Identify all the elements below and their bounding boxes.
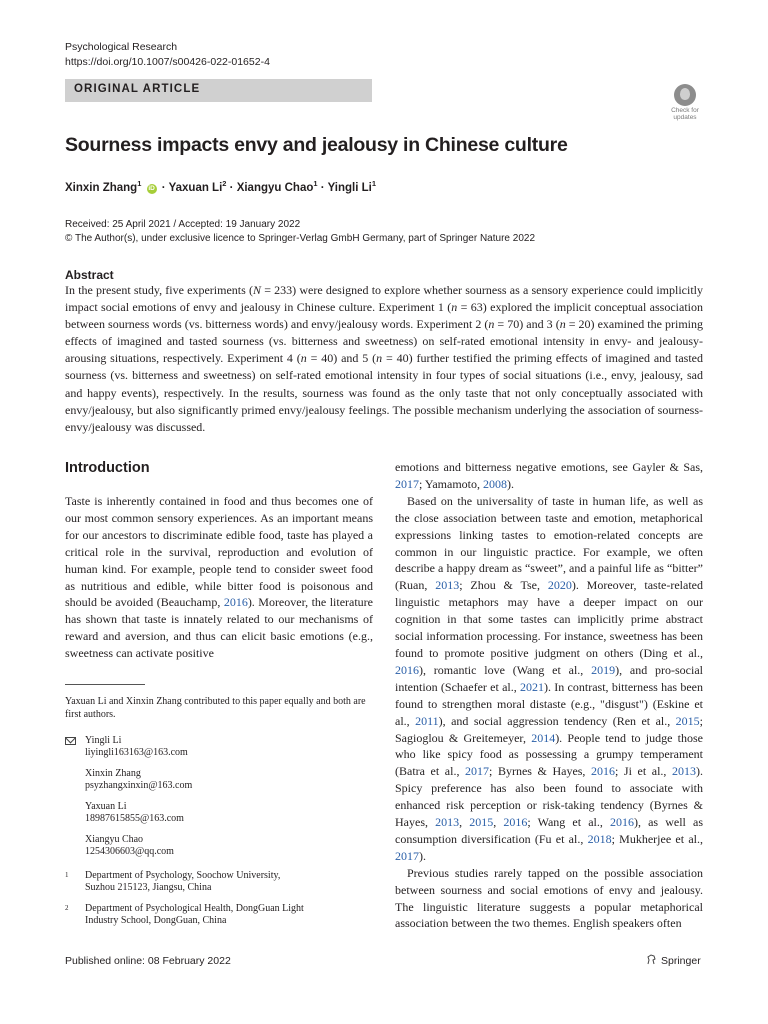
contact-email[interactable]: 1254306603@qq.com: [85, 846, 174, 857]
author-list: Xinxin Zhang$^1$ iD · Yaxuan $Li^2$ · Xiangyu Chao$^1$ · Yingli Li$^1$: [65, 179, 377, 194]
intro-paragraph: Taste is inherently contained in food and thus becomes one of our most common sensory experiences. As an important means for our ancestors to discriminate edible food, taste has played a critical role in the survival, reproduction and evolution of human kind. For example, people tend to consider sweet food as nutritious and edible, while bitter food is poisonous and should be avoided (Beauchamp, 2016). Moreover, the literature has shown that taste is innately related to our mechanisms of reward and aversion, and thus can elicit basic emotions (e.g., sweetness can activate positive: [65, 494, 373, 661]
author-affil-sup: 1: [137, 179, 142, 188]
published-online: Published online: 08 February 2022: [65, 955, 231, 967]
contact-name: Yaxuan Li: [85, 801, 127, 812]
citation-link[interactable]: 2016: [503, 815, 528, 830]
author-affil-sup: 2: [222, 179, 227, 188]
citation-link[interactable]: 2018: [587, 831, 612, 846]
citation-link[interactable]: 2017: [395, 476, 419, 491]
contact-name: Xiangyu Chao: [85, 834, 144, 845]
contact-email[interactable]: 18987615855@163.com: [85, 813, 184, 824]
intro-left-column: [65, 493, 373, 662]
author-name[interactable]: Xiangyu Chao: [236, 181, 314, 194]
article-title: Sourness impacts envy and jealousy in Chinese culture: [65, 134, 568, 156]
citation-link[interactable]: 2013: [435, 815, 460, 830]
received-accepted: Received: 25 April 2021 / Accepted: 19 January 2022: [65, 219, 301, 230]
citation-link[interactable]: 2014: [531, 730, 556, 745]
citation-link[interactable]: 2008: [483, 476, 508, 491]
orcid-icon[interactable]: iD: [148, 184, 155, 192]
affiliation-line: Suzhou 215123, Jiangsu, China: [85, 882, 212, 893]
citation-link[interactable]: 2016: [395, 662, 419, 677]
copyright-line: © The Author(s), under exclusive licence to Springer-Verlag GmbH Germany, part of Springer Nature 2022: [65, 233, 535, 244]
author-name[interactable]: Xinxin Zhang: [65, 181, 138, 194]
introduction-heading: Introduction: [65, 460, 150, 476]
affiliation-line: Department of Psychology, Soochow University,: [85, 870, 281, 881]
intro-paragraph: emotions and bitterness negative emotions, see Gayler & Sas, 2017; Yamamoto, 2008).: [395, 460, 703, 491]
author-affil-sup: 1: [371, 179, 377, 188]
author-affil-sup: 1: [313, 179, 318, 188]
envelope-icon: [65, 737, 76, 745]
abstract-text: In the present study, five experiments (N = 233) were designed to explore whether sourness as a sensory experience could implicitly impact social emotions of envy and jealousy in Chinese culture. Experiment 1 (n = 63) explored the implicit conceptual association between sourness words (vs. bitterness words) and envy/jealousy words. Experiment 2 (n = 70) and 3 (n = 20) examined the priming effects of imagined and tasted sourness (vs. bitterness and sweetness) on self-rated emotional intensity in envy- and jealousy-arousing situations, respectively. Experiment 4 (n = 40) and 5 (n = 40) further testified the priming effects of imagined and tasted sourness (vs. bitterness and sweetness) on self-rated emotional intensity in four types of social situations (i.e., envy, jealousy, sad and happy events), respectively. In the results, sourness was found as the only taste that not only conceptually associated with envy/jealousy, but also significantly primed envy/jealousy feelings. The possible mechanism underlying the association of sourness-envy/jealousy was discussed.: [65, 283, 704, 434]
citation-link[interactable]: 2016: [591, 764, 616, 779]
contact-name: Yingli Li: [85, 735, 122, 746]
affiliation-line: Industry School, DongGuan, China: [85, 915, 227, 926]
doi-link[interactable]: https://doi.org/10.1007/s00426-022-01652-4: [65, 56, 270, 68]
affiliation-line: Department of Psychological Health, DongGuan Light: [85, 903, 304, 914]
springer-horse-icon: [646, 954, 657, 965]
citation-link[interactable]: 2016: [223, 595, 248, 610]
citation-link[interactable]: 2017: [395, 848, 419, 863]
author-name[interactable]: Yingli Li: [327, 181, 372, 194]
footnote-divider: [65, 684, 145, 685]
article-dates: [65, 218, 535, 246]
citation-link[interactable]: 2011: [415, 713, 439, 728]
author-name[interactable]: Yaxuan Li: [168, 181, 223, 194]
citation-link[interactable]: 2013: [672, 764, 696, 779]
citation-link[interactable]: 2016: [609, 815, 634, 830]
contact-email[interactable]: liyingli163163@163.com: [85, 747, 188, 758]
publisher-logo: [646, 954, 701, 967]
check-updates-icon: [674, 84, 696, 106]
intro-paragraph: Previous studies rarely tapped on the possible association between sourness and social emotions of envy and jealousy. The linguistic literature suggests a popular metaphorical association between the two themes. English speakers often: [395, 865, 703, 931]
check-updates-label: Check for updates: [671, 107, 699, 121]
article-type-band: [65, 79, 372, 102]
article-type-label: ORIGINAL ARTICLE: [74, 83, 201, 95]
citation-link[interactable]: 2017: [465, 764, 490, 779]
citation-link[interactable]: 2015: [675, 713, 700, 728]
citation-link[interactable]: 2015: [469, 815, 494, 830]
equal-contribution-note: Yaxuan Li and Xinxin Zhang contributed to this paper equally and both are first authors.: [65, 696, 366, 721]
citation-link[interactable]: 2019: [591, 662, 616, 677]
citation-link[interactable]: 2021: [520, 679, 545, 694]
check-for-updates-badge[interactable]: [664, 84, 704, 124]
citation-link[interactable]: 2013: [435, 578, 460, 593]
intro-right-column: [395, 459, 703, 932]
journal-header: [65, 40, 270, 70]
journal-name: Psychological Research: [65, 41, 178, 53]
publisher-name: Springer: [661, 955, 701, 967]
contact-email[interactable]: psyzhangxinxin@163.com: [85, 780, 193, 791]
contact-name: Xinxin Zhang: [85, 768, 141, 779]
citation-link[interactable]: 2020: [547, 578, 572, 593]
abstract-heading: Abstract: [65, 268, 114, 282]
affiliation-number: 2: [65, 904, 69, 912]
intro-paragraph: Based on the universality of taste in human life, as well as the close association between taste and emotion, metaphorical expressions linking tastes to emotion-related concepts are common in our linguistic practice. For example, we often describe a happy dream as “sweet”, and a painful life as “bitter” (Ruan, 2013; Zhou & Tse, 2020). Moreover, taste-related linguistic metaphors may have a deeper impact on our cognition in that some tastes can implicitly prime abstract social information processing. For instance, sweetness has been found to promote positive judgment on others (Ding et al., 2016), romantic love (Wang et al., 2019), and pro-social intention (Schaefer et al., 2021). In contrast, bitterness has been found to strengthen moral distaste (e.g., "disgust") (Eskine et al., 2011), and social aggression tendency (Ren et al., 2015; Sagioglou & Greitemeyer, 2014). People tend to judge those who like spicy food as possessing a grumpy temperament (Batra et al., 2017; Byrnes & Hayes, 2016; Ji et al., 2013). Spicy preference has also been found to associate with enhanced risk perception or risk-taking tendency (Byrnes & Hayes, 2013, 2015, 2016; Wang et al., 2016), as well as consumption diversification (Fu et al., 2018; Mukherjee et al., 2017).: [395, 493, 703, 863]
affiliation-number: 1: [65, 871, 69, 879]
